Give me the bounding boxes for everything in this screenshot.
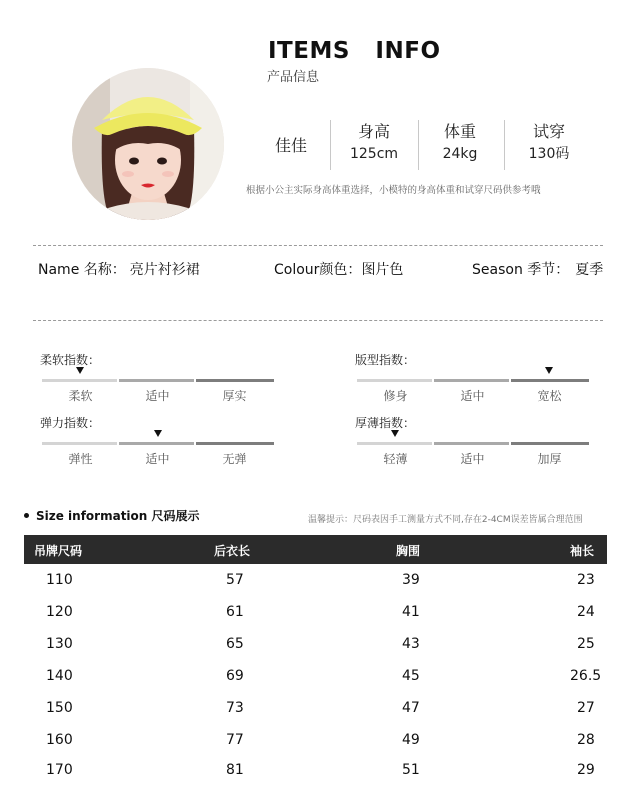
stat-weight [420, 122, 500, 163]
table-cell: 51 [402, 762, 420, 778]
scale-option: 轻薄 [383, 452, 408, 466]
scale-segment [196, 379, 274, 382]
table-cell: 150 [46, 700, 73, 716]
table-cell: 23 [577, 572, 595, 588]
scale-option: 柔软 [68, 389, 93, 403]
scale-segment [434, 379, 509, 382]
stat-height [334, 122, 414, 163]
scale-option: 弹性 [68, 452, 93, 466]
table-row [24, 630, 607, 660]
page-subtitle: 产品信息 [267, 70, 320, 85]
scale-option: 无弹 [222, 452, 247, 466]
table-cell: 61 [226, 604, 244, 620]
size-heading: Size information 尺码展示 [36, 509, 200, 523]
table-cell: 130 [46, 636, 73, 652]
scale-segment [42, 442, 117, 445]
table-cell: 43 [402, 636, 420, 652]
scale-option: 厚实 [222, 389, 247, 403]
scale-segment [119, 379, 194, 382]
softness-scale [42, 379, 274, 403]
table-cell: 120 [46, 604, 73, 620]
column-header: 胸围 [396, 544, 421, 558]
table-row [24, 598, 607, 628]
table-row [24, 662, 607, 692]
scale-segment [42, 379, 117, 382]
stat-label: 身高 [357, 122, 390, 141]
scale-segment [196, 442, 274, 445]
bullet-icon [24, 513, 29, 518]
table-cell: 110 [46, 572, 73, 588]
stat-value: 125cm [349, 146, 399, 162]
table-cell: 73 [226, 700, 244, 716]
stat-label: 试穿 [532, 122, 565, 141]
table-row [24, 756, 607, 786]
stat-value: 24kg [442, 146, 478, 162]
table-cell: 47 [402, 700, 420, 716]
model-avatar [72, 68, 224, 220]
info-season [472, 259, 603, 279]
model-name: 佳佳 [275, 136, 308, 155]
table-cell: 25 [577, 636, 595, 652]
dashed-divider [33, 245, 603, 246]
scale-option: 加厚 [537, 452, 562, 466]
scale-segment [511, 379, 589, 382]
table-cell: 170 [46, 762, 73, 778]
table-cell: 81 [226, 762, 244, 778]
table-cell: 39 [402, 572, 420, 588]
scale-segment [511, 442, 589, 445]
info-name-label: Name 名称： [38, 262, 126, 278]
scale-segment [119, 442, 194, 445]
elasticity-scale [42, 442, 274, 466]
table-cell: 41 [402, 604, 420, 620]
table-cell: 28 [577, 732, 595, 748]
column-header: 后衣长 [214, 544, 251, 558]
table-cell: 27 [577, 700, 595, 716]
thickness-scale [357, 442, 589, 466]
dashed-divider [33, 320, 603, 321]
table-cell: 140 [46, 668, 73, 684]
table-cell: 26.5 [570, 668, 602, 684]
info-name [38, 259, 200, 279]
indicator-triangle-icon [154, 430, 162, 437]
table-row [24, 566, 607, 596]
table-cell: 160 [46, 732, 73, 748]
divider [330, 120, 331, 170]
scale-option: 适中 [460, 389, 485, 403]
indicator-triangle-icon [76, 367, 84, 374]
fit-title: 版型指数： [355, 353, 416, 367]
table-cell: 24 [577, 604, 595, 620]
divider [504, 120, 505, 170]
info-season-value: 夏季 [575, 262, 604, 278]
scale-option: 修身 [383, 389, 408, 403]
indicator-triangle-icon [391, 430, 399, 437]
model-portrait-image [72, 68, 224, 220]
fit-scale [357, 379, 589, 403]
table-cell: 45 [402, 668, 420, 684]
indicator-triangle-icon [545, 367, 553, 374]
size-table-header [24, 535, 607, 564]
table-cell: 29 [577, 762, 595, 778]
scale-segment [434, 442, 509, 445]
table-cell: 65 [226, 636, 244, 652]
table-cell: 57 [226, 572, 244, 588]
thickness-title: 厚薄指数： [355, 416, 416, 430]
table-cell: 69 [226, 668, 244, 684]
stat-value: 130码 [528, 146, 570, 162]
info-colour [274, 259, 403, 279]
info-colour-value: 图片色 [361, 262, 404, 278]
scale-segment [357, 442, 432, 445]
model-note: 根据小公主实际身高体重选择，小模特的身高体重和试穿尺码供参考哦 [246, 185, 541, 196]
scale-option: 宽松 [537, 389, 562, 403]
elasticity-title: 弹力指数： [40, 416, 101, 430]
size-note: 温馨提示：尺码表因手工测量方式不同,存在2-4CM误差皆属合理范围 [308, 515, 583, 525]
scale-option: 适中 [145, 452, 170, 466]
table-row [24, 694, 607, 724]
scale-segment [357, 379, 432, 382]
scale-option: 适中 [460, 452, 485, 466]
info-name-value: 亮片衬衫裙 [129, 262, 200, 278]
stat-label: 体重 [443, 122, 476, 141]
softness-title: 柔软指数： [40, 353, 101, 367]
info-season-label: Season 季节： [472, 262, 570, 278]
divider [418, 120, 419, 170]
info-colour-label: Colour颜色： [274, 262, 362, 278]
stat-trial-size [509, 122, 589, 163]
table-cell: 49 [402, 732, 420, 748]
scale-option: 适中 [145, 389, 170, 403]
page-title: ITEMS INFO [268, 38, 441, 64]
column-header: 袖长 [570, 544, 595, 558]
table-cell: 77 [226, 732, 244, 748]
table-row [24, 726, 607, 756]
column-header: 吊牌尺码 [34, 544, 83, 558]
